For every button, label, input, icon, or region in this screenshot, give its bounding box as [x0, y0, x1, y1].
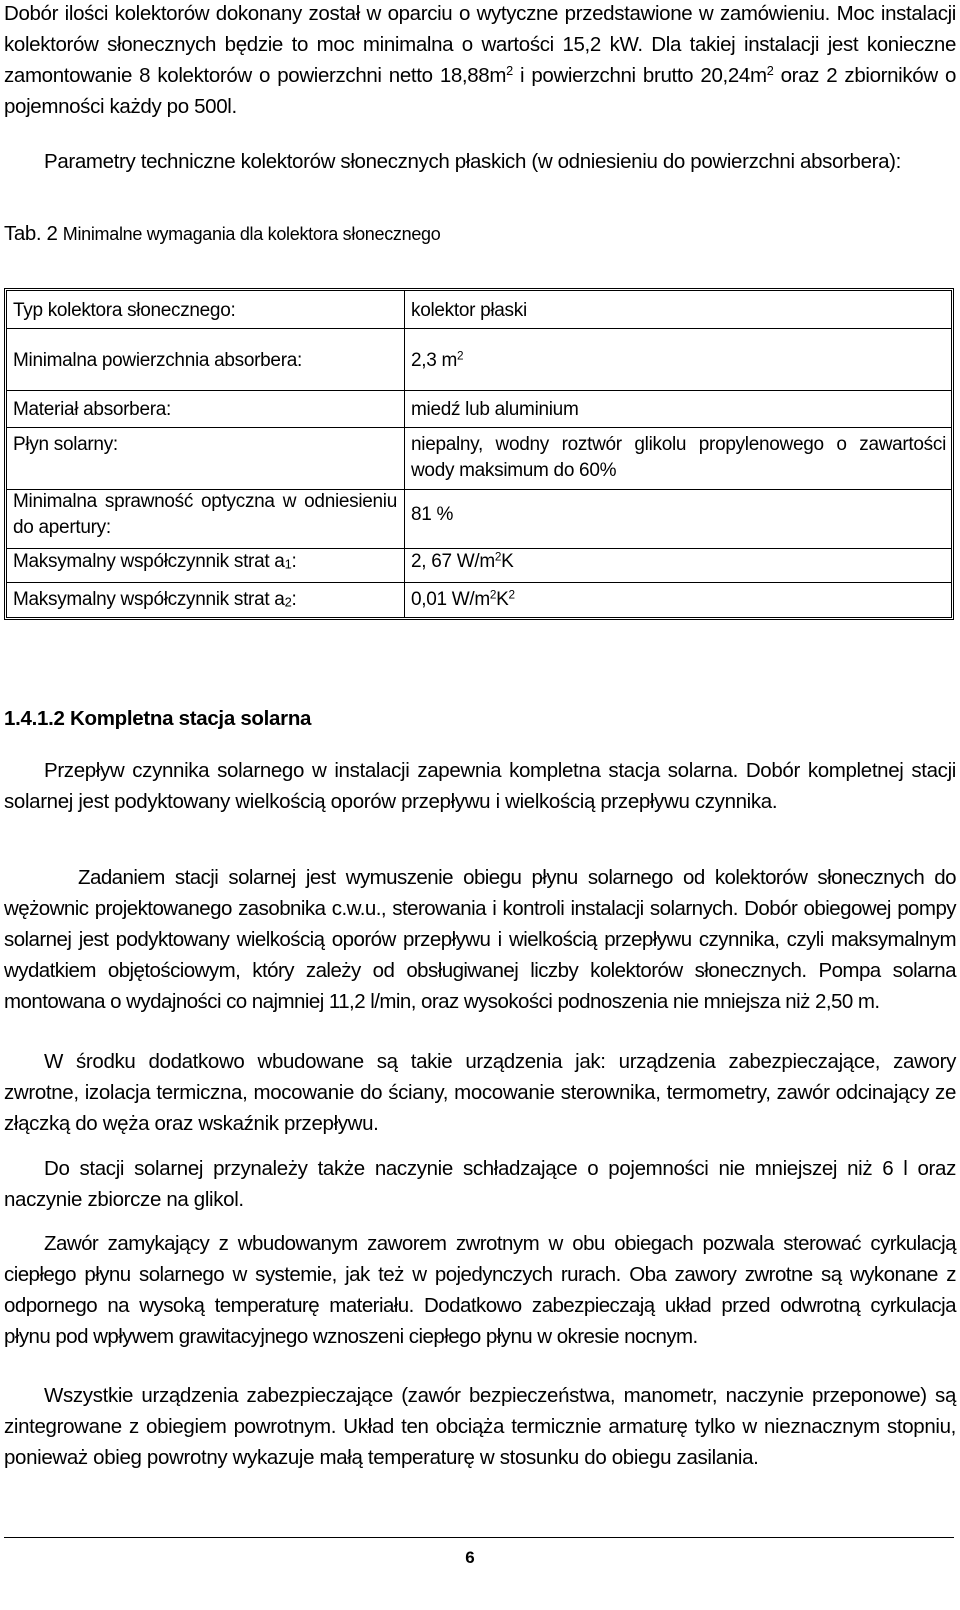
table-row-value: 0,01 $W/m^2K^2$ — [411, 588, 515, 610]
page-number: 6 — [465, 1548, 475, 1567]
table-row-label: Minimalna powierzchnia absorbera: — [13, 350, 302, 371]
table-row-label: Typ kolektora słonecznego: — [13, 300, 236, 321]
table-row-value: miedź lub aluminium — [411, 399, 579, 420]
table-caption: Tab. 2 Minimalne wymagania dla kolektora słonecznego — [4, 222, 441, 245]
table-row-value: kolektor płaski — [411, 300, 527, 321]
table-row-value: 2, 67 $W/m^2K$ — [411, 550, 514, 572]
section-paragraph-2: Zadaniem stacji solarnej jest wymuszenie obiegu płynu solarnego od kolektorów słonecznych do wężownic projektowanego zasobnika c.w.u., sterowania i kontroli instalacji solarnych. Dobór obiegowej pompy solarnej jest podyktowany wielkością oporów przepływu i wielkością przepływu czynnika, czyli maksymalnym wydatkiem objętościowym, który zależy od obsługiwanej liczby kolektorów słonecznych. Pompa solarna montowana o wydajności co najmniej 11,2 l/min, oraz wysokości podnoszenia nie mniejsza niż 2,50 m. — [4, 866, 956, 1013]
footer-divider — [4, 1537, 954, 1538]
table-row-value: 2,3 $m^2$ — [411, 349, 464, 371]
section-paragraph-1: Przepływ czynnika solarnego w instalacji zapewnia kompletna stacja solarna. Dobór kompletnej stacji solarnej jest podyktowany wielkością oporów przepływu i wielkością przepływu czynnika. — [4, 759, 956, 813]
table-row-label: Maksymalny współczynnik strat $a_2$: — [13, 589, 297, 610]
table-row-label: Maksymalny współczynnik strat $a_1$: — [13, 551, 297, 572]
table-row-value: niepalny, wodny roztwór glikolu propylenowego o zawartości wody maksimum do 60% — [411, 434, 946, 481]
table-row-label: Minimalna sprawność optyczna w odniesieniu do apertury: — [13, 491, 397, 538]
section-paragraph-3: W środku dodatkowo wbudowane są takie urządzenia jak: urządzenia zabezpieczające, zawory zwrotne, izolacja termiczna, mocowanie do ściany, mocowanie sterownika, termometry, zawór odcinający ze złączką do węża oraz wskaźnik przepływu. — [4, 1050, 956, 1135]
section-paragraph-4: Do stacji solarnej przynależy także naczynie schładzające o pojemności nie mniejszej niż 6 l oraz naczynie zbiorcze na glikol. — [4, 1157, 956, 1211]
table-row-label: Płyn solarny: — [13, 434, 118, 455]
intro-paragraph-2: Parametry techniczne kolektorów słonecznych płaskich (w odniesieniu do powierzchni absorbera): — [44, 150, 902, 173]
intro-paragraph-1: Dobór ilości kolektorów dokonany został w oparciu o wytyczne przedstawione w zamówieniu. Moc instalacji kolektorów słonecznych będzie to moc minimalna o wartości 15,2 kW. Dla takiej instalacji jest konieczne zamontowanie 8 kolektorów o powierzchni netto $18,88m^2$ i powierzchni brutto $20,24m^2$ oraz 2 zbiorników o pojemności każdy po 500l. — [4, 2, 956, 118]
table-row-label: Materiał absorbera: — [13, 399, 171, 420]
section-heading: 1.4.1.2 Kompletna stacja solarna — [4, 707, 312, 730]
table-row-value: 81 % — [411, 504, 454, 525]
section-paragraph-5: Zawór zamykający z wbudowanym zaworem zwrotnym w obu obiegach pozwala sterować cyrkulacją ciepłego płynu solarnego w systemie, jak też w pojedynczych rurach. Oba zawory zwrotne są wykonane z odpornego na wysoką temperaturę materiału. Dodatkowo zabezpieczają układ przed odwrotną cyrkulacja płynu pod wpływem grawitacyjnego wznoszeni ciepłego płynu w okresie nocnym. — [4, 1232, 956, 1348]
section-paragraph-6: Wszystkie urządzenia zabezpieczające (zawór bezpieczeństwa, manometr, naczynie przeponowe) są zintegrowane z obiegiem powrotnym. Układ ten obciąża termicznie armaturę tylko w nieznacznym stopniu, ponieważ obieg powrotny wykazuje małą temperaturę w stosunku do obiegu zasilania. — [4, 1384, 956, 1469]
requirements-table — [4, 288, 954, 620]
